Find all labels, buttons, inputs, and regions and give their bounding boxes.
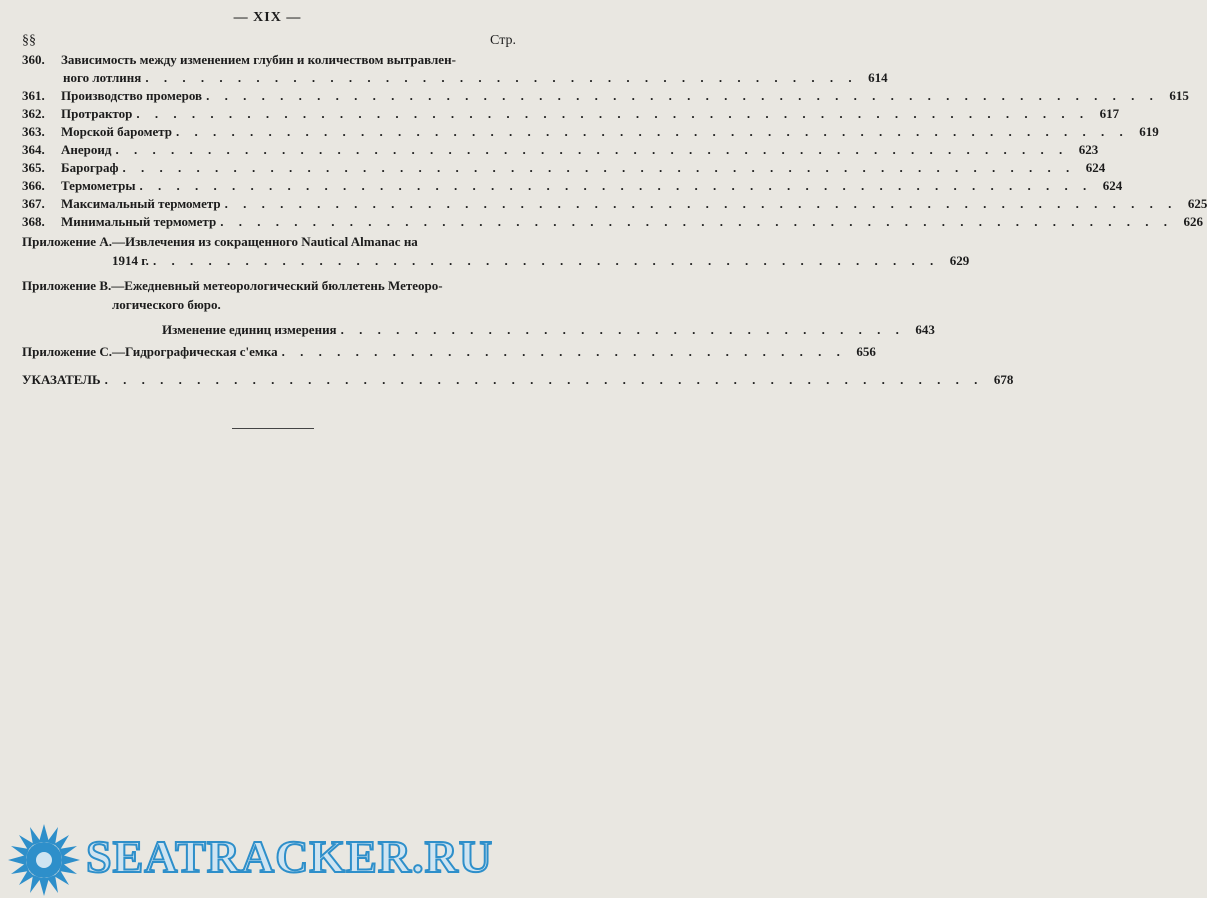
- toc-entry-continuation: [22, 69, 888, 87]
- entry-page: 623: [1078, 142, 1099, 157]
- leader-dots: . . . . . . . . . . . . . . . . . . . . . . . . . . . . . . . . . . . . . . . . . . . . . . . . . . . .: [139, 178, 1093, 193]
- leader-dots: . . . . . . . . . . . . . . . . . . . . . . . . . . . . . . .: [281, 344, 846, 359]
- toc-entry: [22, 159, 1106, 177]
- sunburst-icon: [8, 824, 80, 896]
- appendix-b: [22, 276, 935, 339]
- appendix-b-title: Приложение B.—Ежедневный метеорологический бюллетень Метеоро-: [22, 278, 443, 293]
- toc-entry: [22, 123, 1159, 141]
- index-title: УКАЗАТЕЛЬ: [22, 372, 101, 387]
- entry-title: Максимальный термометр: [61, 196, 221, 211]
- entry-title: Зависимость между изменением глубин и количеством вытравлен-: [61, 52, 456, 67]
- entry-page: 626: [1183, 214, 1203, 229]
- appendix-a-page: 629: [949, 253, 970, 268]
- entry-number: 363.: [22, 124, 45, 139]
- toc-entry: [22, 141, 1099, 159]
- entry-number: 364.: [22, 142, 45, 157]
- toc-entry: [22, 105, 1120, 123]
- entry-title: Морской барометр: [61, 124, 173, 139]
- leader-dots: . . . . . . . . . . . . . . . . . . . . . . . . . . . . . . . . . . . . . . . . . . . . . . . . . . . .: [122, 160, 1076, 175]
- entry-title: Барограф: [61, 160, 119, 175]
- index-entry: [22, 370, 1014, 389]
- entry-number: 365.: [22, 160, 45, 175]
- leader-dots: . . . . . . . . . . . . . . . . . . . . . . . . . . . . . . . . . . . . . . .: [145, 70, 858, 85]
- appendix-b-subtitle: Изменение единиц измерения: [162, 322, 337, 337]
- entry-page: 615: [1169, 88, 1189, 103]
- leader-dots: . . . . . . . . . . . . . . . . . . . . . . . . . . . . . . . . . . . . . . . . . . . . . . . . . . . .: [136, 106, 1090, 121]
- entry-title-line2: ного лотлиня: [63, 70, 142, 85]
- appendix-b-page: 643: [915, 322, 935, 337]
- appendix-c-title: Приложение C.—Гидрографическая с'емка: [22, 344, 278, 359]
- entry-number: 361.: [22, 88, 45, 103]
- toc-entry: [22, 51, 518, 69]
- leader-dots: . . . . . . . . . . . . . . . . . . . . . . . . . . . . . . . . . . . . . . . . . . .: [152, 253, 940, 268]
- entry-page: 614: [868, 70, 888, 85]
- leader-dots: . . . . . . . . . . . . . . . . . . . . . . . . . . . . . . . . . . . . . . . . . . . . . . . . . . . .: [176, 124, 1129, 139]
- entry-title: Термометры: [61, 178, 136, 193]
- leader-dots: . . . . . . . . . . . . . . . . . . . . . . . . . . . . . . . . . . . . . . . . . . . . . . . . . . . .: [206, 88, 1159, 103]
- appendix-c-page: 656: [856, 344, 876, 359]
- entry-number: 362.: [22, 106, 45, 121]
- toc-entry: [22, 195, 1207, 213]
- index-page: 678: [993, 372, 1014, 387]
- section-divider: [232, 428, 314, 429]
- leader-dots: . . . . . . . . . . . . . . . . . . . . . . . . . . . . . . . . . . . . . . . . . . . . . . . . . . . .: [224, 196, 1178, 211]
- entry-page: 619: [1139, 124, 1159, 139]
- entry-number: 368.: [22, 214, 45, 229]
- entry-number: 360.: [22, 52, 45, 67]
- entry-page: 617: [1099, 106, 1120, 121]
- page-column-header: Стр.: [490, 33, 516, 48]
- appendix-c: [22, 342, 876, 361]
- entry-title: Анероид: [61, 142, 112, 157]
- toc-entry: [22, 177, 1123, 195]
- leader-dots: . . . . . . . . . . . . . . . . . . . . . . . . . . . . . . . . . . . . . . . . . . . . . . . . . . . .: [115, 142, 1069, 157]
- entry-number: 366.: [22, 178, 45, 193]
- page-header: — XIX —: [233, 10, 302, 25]
- entry-title: Минимальный термометр: [61, 214, 217, 229]
- leader-dots: . . . . . . . . . . . . . . . . . . . . . . . . . . . . . . . . . . . . . . . . . . . . . . . . . . . .: [220, 214, 1173, 229]
- appendix-a-title-line2: 1914 г.: [112, 253, 149, 268]
- leader-dots: . . . . . . . . . . . . . . . . . . . . . . . . . . . . . . .: [340, 322, 905, 337]
- toc-entry: [22, 87, 1189, 105]
- entry-page: 625: [1187, 196, 1207, 211]
- entry-page: 624: [1102, 178, 1123, 193]
- toc-entry: [22, 213, 1203, 231]
- appendix-a-title: Приложение A.—Извлечения из сокращенного Nautical Almanac на: [22, 234, 418, 249]
- entry-number: 367.: [22, 196, 45, 211]
- entry-title: Протрактор: [61, 106, 133, 121]
- watermark-text: SEATRACKER.RU: [86, 831, 494, 882]
- entry-page: 624: [1085, 160, 1106, 175]
- section-column-header: §§: [22, 33, 36, 48]
- appendix-a: [22, 232, 970, 270]
- entry-title: Производство промеров: [61, 88, 203, 103]
- leader-dots: . . . . . . . . . . . . . . . . . . . . . . . . . . . . . . . . . . . . . . . . . . . . . . . .: [104, 372, 984, 387]
- appendix-b-title-line2: логического бюро.: [112, 297, 221, 312]
